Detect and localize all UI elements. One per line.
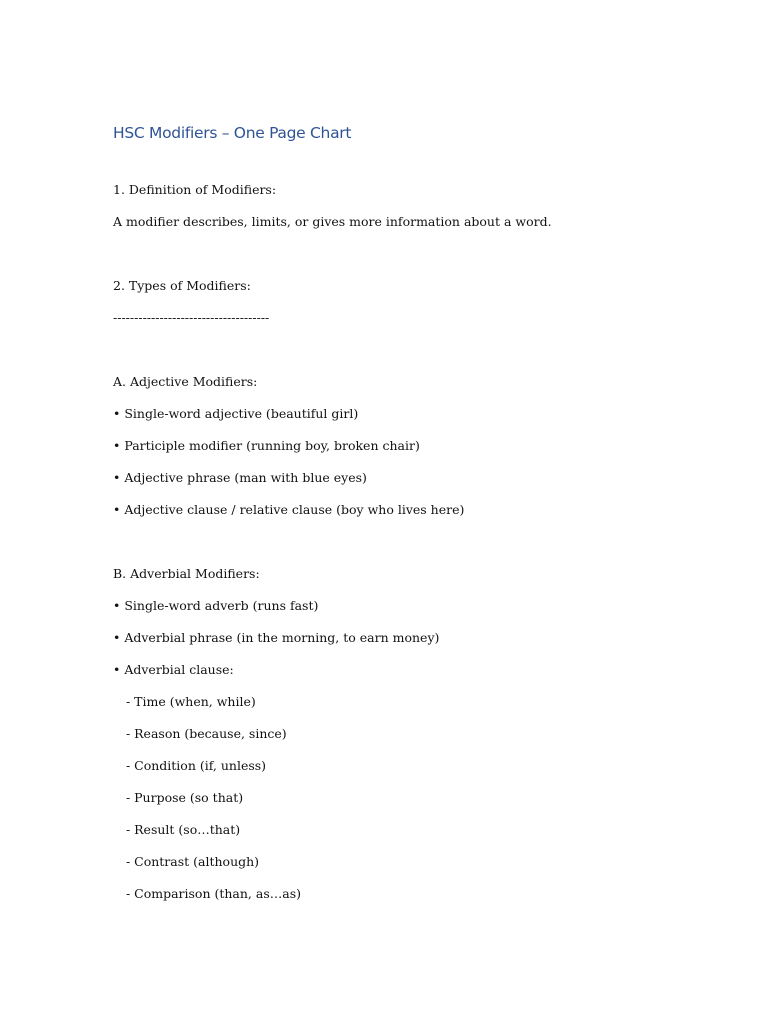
sub-list-item: - Purpose (so that) xyxy=(118,790,244,805)
sub-list-item: - Reason (because, since) xyxy=(118,726,287,741)
divider-line: ------------------------------------- xyxy=(113,310,270,325)
sub-list-item: - Comparison (than, as…as) xyxy=(118,886,301,901)
subheading-adjective-modifiers: A. Adjective Modifiers: xyxy=(113,374,258,389)
sub-list-item: - Time (when, while) xyxy=(118,694,256,709)
document-title: HSC Modifiers – One Page Chart xyxy=(113,124,352,142)
section-heading-definition: 1. Definition of Modifiers: xyxy=(113,182,277,197)
subheading-adverbial-modifiers: B. Adverbial Modifiers: xyxy=(113,566,260,581)
list-item: • Single-word adjective (beautiful girl) xyxy=(113,406,359,421)
list-item: • Participle modifier (running boy, broken chair) xyxy=(113,438,420,453)
section-heading-types: 2. Types of Modifiers: xyxy=(113,278,251,293)
list-item: • Single-word adverb (runs fast) xyxy=(113,598,319,613)
list-item: • Adjective clause / relative clause (boy who lives here) xyxy=(113,502,465,517)
sub-list-item: - Result (so…that) xyxy=(118,822,241,837)
sub-list-item: - Condition (if, unless) xyxy=(118,758,267,773)
list-item: • Adverbial phrase (in the morning, to earn money) xyxy=(113,630,440,645)
definition-text: A modifier describes, limits, or gives more information about a word. xyxy=(113,214,552,229)
list-item: • Adjective phrase (man with blue eyes) xyxy=(113,470,367,485)
sub-list-item: - Contrast (although) xyxy=(118,854,260,869)
list-item: • Adverbial clause: xyxy=(113,662,234,677)
